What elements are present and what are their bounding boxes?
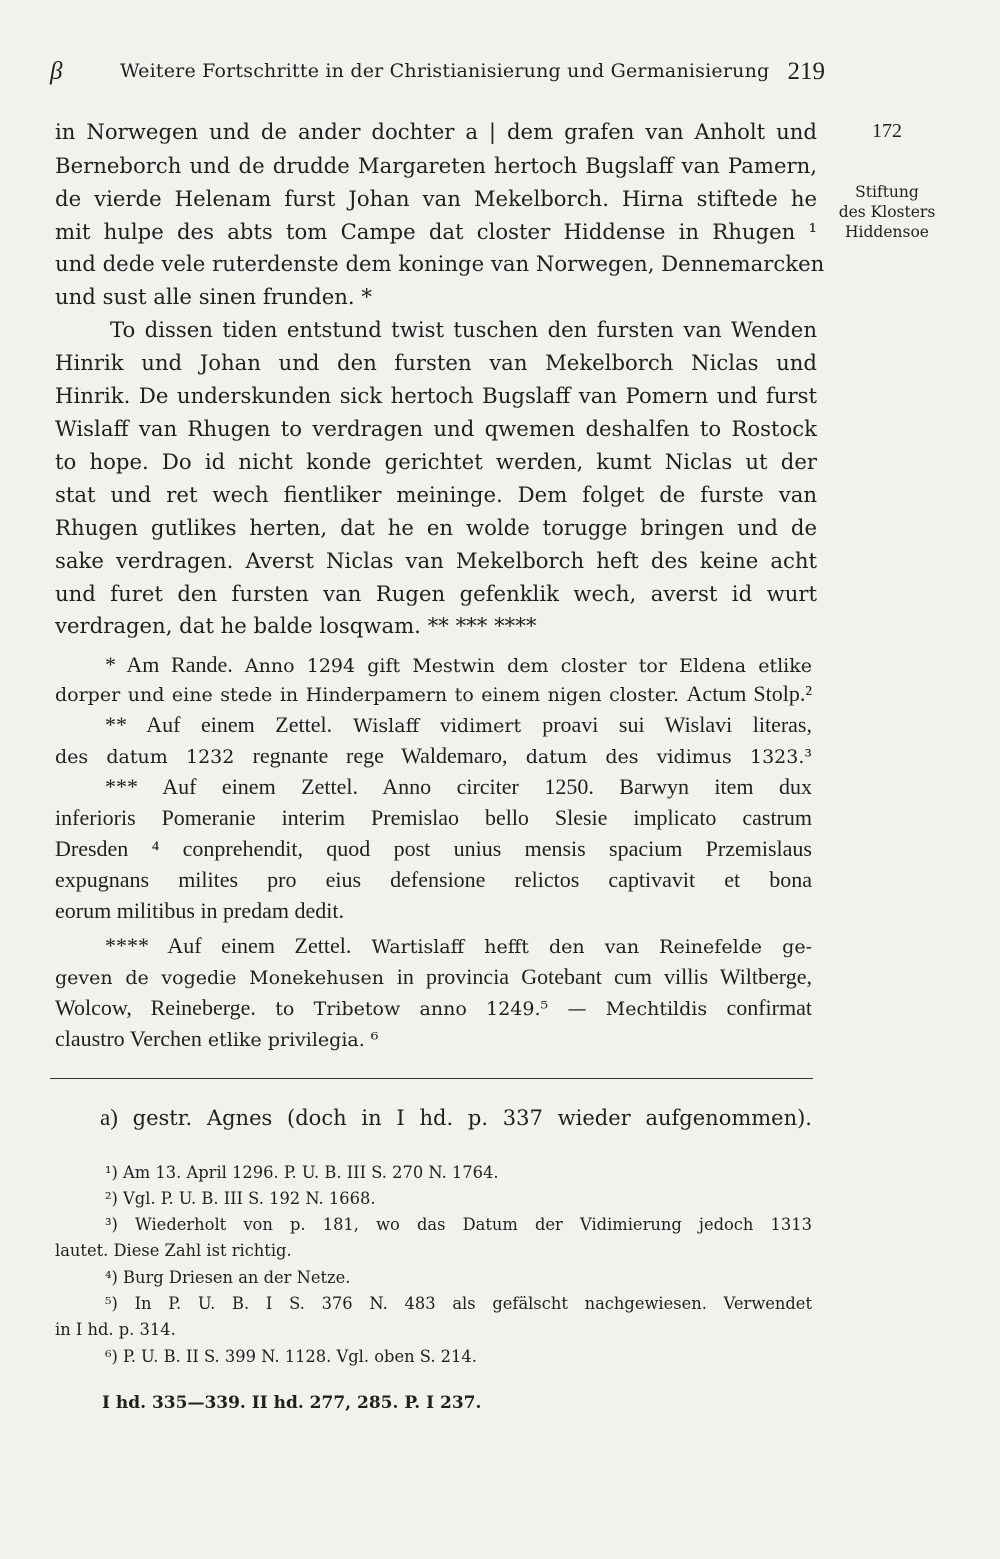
margin-number: 172 [872,120,902,142]
numbered-note: ⁶) P. U. B. II S. 399 N. 1128. Vgl. oben S. 214. [105,1347,477,1366]
body-line: und furet den fursten van Rugen gefenklik wech, averst id wurt [55,581,817,606]
numbered-note: lautet. Diese Zahl ist richtig. [55,1241,292,1260]
numbered-note: in I hd. p. 314. [55,1320,176,1339]
margin-note-line: Stiftung [855,183,919,201]
body-line: mit hulpe des abts tom Campe dat closter Hiddense in Rhugen ¹ [55,219,817,244]
numbered-note: ²) Vgl. P. U. B. III S. 192 N. 1668. [105,1189,376,1208]
footnote-line: expugnans milites pro eius defensione relictos captivavit et bona [55,867,812,892]
page-number: 219 [787,58,825,85]
footnote-line: claustro Verchen etlike privilegia. ⁶ [55,1026,379,1051]
footnote-line: **** Auf einem Zettel. Wartislaff hefft den van Reinefelde ge- [105,933,813,958]
footnote-line: eorum militibus in predam dedit. [55,898,345,923]
footnote-line: des datum 1232 regnante rege Waldemaro, datum des vidimus 1323.³ [55,743,813,768]
body-line: to hope. Do id nicht konde gerichtet werden, kumt Niclas ut der [55,449,817,474]
body-line: Hinrik und Johan und den fursten van Mekelborch Niclas und [55,350,817,375]
variant-note: a) gestr. Agnes (doch in I hd. p. 337 wieder aufgenommen). [100,1105,812,1130]
margin-note-line: des Klosters [838,203,936,221]
footnote-line: Dresden ⁴ conprehendit, quod post unius mensis spacium Przemislaus [55,836,812,861]
body-line: und sust alle sinen frunden. * [55,284,372,309]
body-line: Hinrik. De underskunden sick hertoch Bugslaff van Pomern und furst [55,383,817,408]
body-line: verdragen, dat he balde losqwam. ** *** **** [55,613,537,638]
body-line: de vierde Helenam furst Johan van Mekelborch. Hirna stiftede he [55,186,817,211]
body-line: und dede vele ruterdenste dem koninge van Norwegen, Dennemarcken [55,251,825,276]
body-line: To dissen tiden entstund twist tuschen den fursten van Wenden [110,317,817,342]
footnote-line: * Am Rande. Anno 1294 gift Mestwin dem closter tor Eldena etlike [105,652,812,677]
footnote-line: dorper und eine stede in Hinderpamern to einem nigen closter. Actum Stolp.² [55,681,812,706]
signature-mark: β [50,58,63,85]
footnote-rule [50,1078,813,1079]
margin-note [832,182,942,242]
footnote-line: *** Auf einem Zettel. Anno circiter 1250. Barwyn item dux [105,774,812,799]
numbered-note: ¹) Am 13. April 1296. P. U. B. III S. 270 N. 1764. [105,1163,499,1182]
body-line: sake verdragen. Averst Niclas van Mekelborch heft des keine acht [55,548,817,573]
body-line: Rhugen gutlikes herten, dat he en wolde torugge bringen und de [55,515,817,540]
body-line: Berneborch und de drudde Margareten hertoch Bugslaff van Pamern, [55,153,817,178]
numbered-note: ³) Wiederholt von p. 181, wo das Datum der Vidimierung jedoch 1313 [105,1215,812,1234]
margin-note-line: Hiddensoe [845,223,929,241]
footnote-line: inferioris Pomeranie interim Premislao bello Slesie implicato castrum [55,805,812,830]
source-references: I hd. 335—339. II hd. 277, 285. P. I 237. [102,1393,482,1413]
running-title: Weitere Fortschritte in der Christianisierung und Germanisierung [120,60,770,82]
footnote-line: ** Auf einem Zettel. Wislaff vidimert proavi sui Wislavi literas, [105,712,812,737]
footnote-line: Wolcow, Reineberge. to Tribetow anno 1249.⁵ — Mechtildis confirmat [55,995,812,1020]
body-line: stat und ret wech fientliker meininge. Dem folget de furste van [55,482,817,507]
running-header [50,58,825,98]
body-line: in Norwegen und de ander dochter a | dem grafen van Anholt und [55,119,817,144]
footnote-line: geven de vogedie Monekehusen in provincia Gotebant cum villis Wiltberge, [55,964,812,989]
numbered-note: ⁵) In P. U. B. I S. 376 N. 483 als gefälscht nachgewiesen. Verwendet [105,1294,812,1313]
body-line: Wislaff van Rhugen to verdragen und qwemen deshalfen to Rostock [55,416,817,441]
numbered-note: ⁴) Burg Driesen an der Netze. [105,1268,351,1287]
